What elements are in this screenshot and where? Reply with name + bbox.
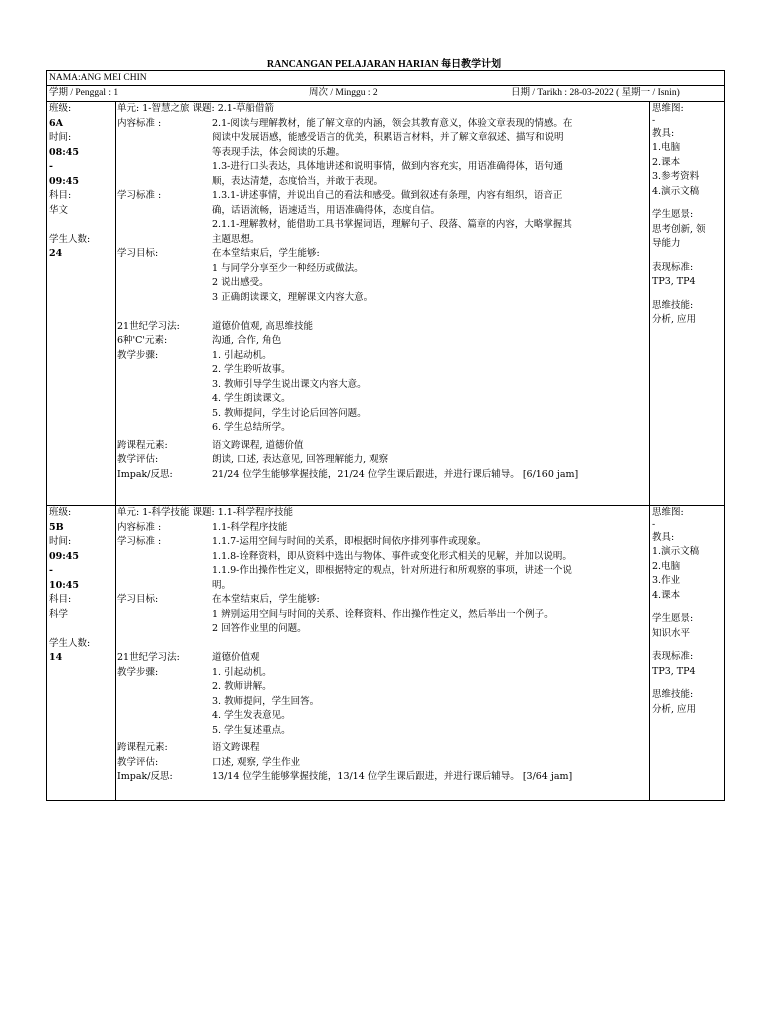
thinking-map-value: - — [652, 114, 656, 126]
impact-reflection — [116, 770, 649, 785]
cross-label: 跨课程元素: — [117, 439, 168, 451]
six-c-label: 6种'C'元素: — [117, 335, 168, 346]
content-standard-label: 内容标准 : — [117, 521, 162, 533]
material-item: 4.演示文稿 — [652, 185, 700, 197]
students-value: 24 — [49, 248, 63, 259]
learning-objectives — [116, 247, 649, 305]
spacer — [652, 252, 727, 261]
step-item: 5. 学生复述重点。 — [212, 724, 291, 736]
lesson-info-column — [47, 506, 116, 800]
student-vision-label: 学生愿景: — [652, 209, 694, 220]
lesson-plan-sheet — [46, 70, 725, 801]
cross-value: 语文跨课程 — [212, 742, 260, 753]
eval-label: 教学评估: — [117, 756, 159, 768]
step-item: 6. 学生总结所学。 — [212, 422, 291, 433]
c21-label: 21世纪学习法: — [117, 320, 180, 332]
objective-line: 1 辨别运用空间与时间的关系、诠释资料、作出操作性定义，然后举出一个例子。 — [212, 608, 554, 620]
materials-label: 教具: — [652, 127, 675, 139]
learning-objectives — [116, 593, 649, 637]
time-dash: - — [49, 565, 53, 576]
steps-label: 教学步骤: — [117, 349, 159, 361]
subject-label: 科目: — [49, 594, 72, 605]
materials-label: 教具: — [652, 531, 675, 543]
class-value: 5B — [49, 521, 64, 533]
lesson-resource-column — [650, 102, 727, 505]
teaching-steps — [116, 349, 649, 436]
learning-standard-line: 明。 — [212, 579, 232, 591]
c21-method — [116, 320, 649, 335]
step-item: 2. 学生聆听故事。 — [212, 364, 291, 375]
impact-value: 13/14 位学生能够掌握技能，13/14 位学生课后跟进，并进行课后辅导。 [3/64 jam] — [212, 771, 573, 782]
spacer — [652, 679, 727, 688]
learning-standard — [116, 535, 649, 593]
learning-standard-line: 主题思想。 — [212, 233, 260, 245]
students-label: 学生人数: — [49, 637, 91, 649]
evaluation — [116, 453, 649, 468]
time-start: 08:45 — [49, 146, 79, 158]
content-standard-label: 内容标准 : — [117, 117, 162, 129]
learning-standard-line: 确，话语流畅，语速适当，用语准确得体，态度自信。 — [212, 204, 441, 216]
time-end: 10:45 — [49, 579, 79, 591]
student-vision-value: 思考创新, 领 — [652, 223, 706, 235]
term-field: 学期 / Penggal : 1 — [49, 88, 119, 98]
content-line: 1.3-进行口头表达，具体地讲述和说明事情，做到内容充实，用语准确得体，语句通 — [212, 161, 563, 172]
learning-standard-line: 1.1.7-运用空间与时间的关系，即根据时间依序排列事件或现象。 — [212, 536, 487, 547]
thinking-skill-value: 分析, 应用 — [652, 703, 697, 715]
content-standard — [116, 117, 649, 190]
thinking-map-label: 思维图: — [652, 507, 684, 518]
step-item: 1. 引起动机。 — [212, 666, 272, 678]
material-item: 2.电脑 — [652, 560, 681, 572]
header-row — [46, 85, 725, 102]
learning-standard-label: 学习标准 : — [117, 536, 162, 547]
students-label: 学生人数: — [49, 233, 91, 245]
student-vision-label: 学生愿景: — [652, 613, 694, 624]
thinking-skill-label: 思维技能: — [652, 299, 694, 311]
unit-topic: 单元: 1-智慧之旅 课题: 2.1-草船借箭 — [117, 103, 275, 114]
step-item: 5. 教师提问，学生讨论后回答问题。 — [212, 407, 367, 419]
class-value: 6A — [49, 117, 63, 129]
performance-standard-value: TP3, TP4 — [652, 665, 696, 677]
eval-value: 朗读, 口述, 表达意见, 回答理解能力, 观察 — [212, 454, 389, 465]
thinking-map-label: 思维图: — [652, 103, 684, 114]
step-item: 2. 教师讲解。 — [212, 681, 272, 692]
objective-line: 1 与同学分享至少一种经历或做法。 — [212, 262, 364, 274]
spacer — [652, 199, 727, 208]
teaching-steps — [116, 666, 649, 739]
evaluation — [116, 756, 649, 771]
performance-standard-label: 表现标准: — [652, 651, 694, 662]
impact-value: 21/24 位学生能够掌握技能，21/24 位学生课后跟进，并进行课后辅导。 [6/160 jam] — [212, 468, 579, 480]
students-value: 14 — [49, 652, 63, 663]
spacer — [652, 641, 727, 650]
material-item: 1.电脑 — [652, 142, 681, 153]
lesson-detail-column — [116, 506, 650, 800]
impact-label: Impak/反思: — [117, 468, 173, 480]
performance-standard-label: 表现标准: — [652, 261, 694, 273]
six-c-elements — [116, 334, 649, 349]
six-c-value: 沟通, 合作, 角色 — [212, 335, 282, 346]
lesson-block-1 — [46, 102, 725, 506]
material-item: 3.作业 — [652, 575, 681, 586]
eval-value: 口述, 观察, 学生作业 — [212, 756, 301, 768]
subject-label: 科目: — [49, 190, 72, 201]
thinking-skill-value: 分析, 应用 — [652, 314, 697, 325]
material-item: 2.课本 — [652, 156, 681, 168]
objective-line: 2 说出感受。 — [212, 277, 269, 288]
step-item: 3. 教师提问，学生回答。 — [212, 695, 320, 707]
cross-label: 跨课程元素: — [117, 742, 168, 753]
c21-value: 道德价值观, 高思维技能 — [212, 320, 314, 332]
content-standard — [116, 521, 649, 536]
lesson-info-column — [47, 102, 116, 505]
step-item: 4. 学生朗读课文。 — [212, 393, 291, 404]
time-label: 时间: — [49, 132, 72, 143]
content-line: 等表现手法，体会阅读的乐趣。 — [212, 146, 346, 158]
step-item: 3. 教师引导学生说出课文内容大意。 — [212, 378, 367, 390]
material-item: 1.演示文稿 — [652, 546, 700, 557]
c21-method — [116, 651, 649, 666]
c21-label: 21世纪学习法: — [117, 652, 180, 663]
thinking-map-value: - — [652, 518, 656, 530]
learning-standard-line: 1.1.9-作出操作性定义，即根据特定的观点，针对所进行和所观察的事项，讲述一个说 — [212, 565, 572, 576]
step-item: 4. 学生发表意见。 — [212, 710, 291, 721]
objective-line: 2 回答作业里的问题。 — [212, 623, 307, 634]
time-end: 09:45 — [49, 175, 79, 187]
subject-value: 华文 — [49, 204, 69, 216]
week-field: 周次 / Minggu : 2 — [309, 88, 378, 98]
teacher-name: NAMA:ANG MEI CHIN — [46, 70, 725, 85]
eval-label: 教学评估: — [117, 454, 159, 465]
impact-reflection — [116, 468, 649, 483]
student-vision-value: 导能力 — [652, 238, 681, 249]
cross-curricular — [116, 741, 649, 756]
content-line: 顺，表达清楚，态度恰当，并敢于表现。 — [212, 175, 384, 187]
student-vision-value: 知识水平 — [652, 627, 691, 639]
class-label: 班级: — [49, 103, 72, 114]
material-item: 3.参考资料 — [652, 171, 700, 182]
performance-standard-value: TP3, TP4 — [652, 276, 696, 287]
learning-standard — [116, 189, 649, 247]
objective-line: 3 正确朗读课文，理解课文内容大意。 — [212, 291, 374, 303]
spacer — [652, 290, 727, 299]
learning-standard-label: 学习标准 : — [117, 190, 162, 201]
content-line: 2.1-阅读与理解教材，能了解文章的内涵，领会其教育意义，体验文章表现的情感。在 — [212, 117, 573, 129]
objective-line: 在本堂结束后，学生能够: — [212, 248, 320, 259]
lesson-detail-column — [116, 102, 650, 505]
page-title: RANCANGAN PELAJARAN HARIAN 每日教学计划 — [266, 59, 502, 70]
time-start: 09:45 — [49, 550, 79, 562]
class-label: 班级: — [49, 507, 72, 518]
material-item: 4.课本 — [652, 589, 681, 601]
content-line: 阅读中发展语感，能感受语言的优美，积累语言材料，并了解文章叙述、描写和说明 — [212, 132, 564, 143]
content-line: 1.1-科学程序技能 — [212, 521, 288, 533]
objectives-label: 学习目标: — [117, 248, 159, 259]
cross-curricular — [116, 439, 649, 454]
steps-label: 教学步骤: — [117, 666, 159, 678]
lesson-block-2 — [46, 506, 725, 801]
cross-value: 语文跨课程, 道德价值 — [212, 439, 304, 451]
learning-standard-line: 1.1.8-诠释资料，即从资料中选出与物体、事件或变化形式相关的见解，并加以说明。 — [212, 550, 572, 562]
time-dash: - — [49, 161, 53, 172]
date-field: 日期 / Tarikh : 28-03-2022 ( 星期一 / Isnin) — [511, 88, 680, 98]
learning-standard-line: 2.1.1-理解教材，能借助工具书掌握词语，理解句子、段落、篇章的内容，大略掌握其 — [212, 219, 572, 230]
impact-label: Impak/反思: — [117, 771, 173, 782]
lesson-resource-column — [650, 506, 727, 800]
objective-line: 在本堂结束后，学生能够: — [212, 594, 320, 605]
thinking-skill-label: 思维技能: — [652, 689, 694, 700]
c21-value: 道德价值观 — [212, 652, 260, 663]
learning-standard-line: 1.3.1-讲述事情，并说出自己的看法和感受。做到叙述有条理，内容有组织，语音正 — [212, 190, 563, 201]
objectives-label: 学习目标: — [117, 594, 159, 605]
spacer — [652, 603, 727, 612]
step-item: 1. 引起动机。 — [212, 349, 272, 361]
unit-topic: 单元: 1-科学技能 课题: 1.1-科学程序技能 — [117, 507, 294, 518]
time-label: 时间: — [49, 536, 72, 547]
subject-value: 科学 — [49, 608, 69, 620]
